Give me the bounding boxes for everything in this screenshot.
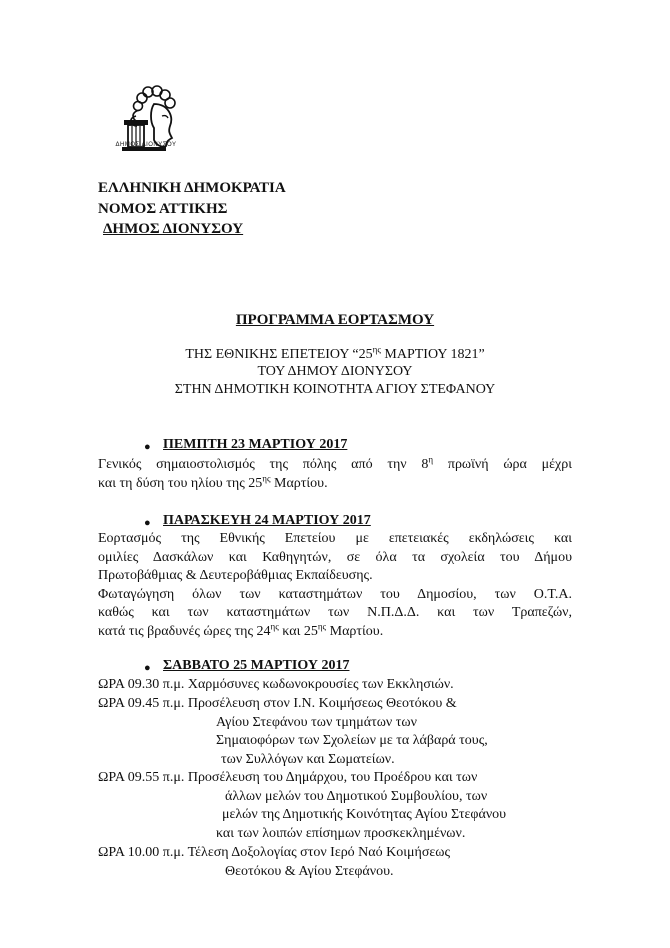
logo-caption: ΔΗΜΟΣ ΔΙΟΝΥΣΟΥ — [115, 142, 177, 148]
day1-text-line-1: Γενικός σημαιοστολισμός της πόλης από την $8^\eta$ πρωϊνή ώρα μέχρι — [98, 454, 572, 472]
subtitle-line-2: ΤΟΥ ΔΗΜΟΥ ΔΙΟΝΥΣΟΥ — [257, 364, 413, 379]
schedule-entry-0955: ΩΡΑ 09.55 π.μ. Προσέλευση του Δημάρχου, του Προέδρου και των — [98, 770, 478, 785]
schedule-entry-0945-cont: Σημαιοφόρων των Σχολείων με τα λάβαρά τους, — [216, 733, 488, 748]
day-heading-friday: ΠΑΡΑΣΚΕΥΗ 24 ΜΑΡΤΙΟΥ 2017 — [163, 513, 371, 528]
day1-text-line-2: και τη δύση του ηλίου της $25^{\eta\varsigma}$ Μαρτίου. — [98, 473, 328, 491]
header-prefecture: ΝΟΜΟΣ ΑΤΤΙΚΗΣ — [98, 201, 228, 217]
day2-text-line-2: ομιλίες Δασκάλων και Καθηγητών, σε όλα τα σχολεία του Δήμου — [98, 550, 572, 565]
day2-text-line-3: Πρωτοβάθμιας & Δευτεροβάθμιας Εκπαίδευσης. — [98, 568, 373, 583]
schedule-entry-1000: ΩΡΑ 10.00 π.μ. Τέλεση Δοξολογίας στον Ιερό Ναό Κοιμήσεως — [98, 845, 451, 860]
page-title: ΠΡΟΓΡΑΜΜΑ ΕΟΡΤΑΣΜΟΥ — [235, 312, 435, 328]
day2-text-line-6: κατά τις βραδυνές ώρες της $24^{\eta\varsigma}$ και $25^{\eta\varsigma}$ Μαρτίου. — [98, 621, 384, 639]
schedule-entry-0955-cont: μελών της Δημοτικής Κοινότητας Αγίου Στεφάνου — [222, 807, 507, 822]
day2-text-line-5: καθώς και των καταστημάτων των Ν.Π.Δ.Δ. και των Τραπεζών, — [98, 605, 572, 620]
subtitle-line-3: ΣΤΗΝ ΔΗΜΟΤΙΚΗ ΚΟΙΝΟΤΗΤΑ ΑΓΙΟΥ ΣΤΕΦΑΝΟΥ — [174, 382, 496, 397]
schedule-entry-0955-cont: άλλων μελών του Δημοτικού Συμβουλίου, των — [225, 789, 488, 804]
bullet-icon: ● — [144, 662, 151, 674]
schedule-entry-0955-cont: και των λοιπών επίσημων προσκεκλημένων. — [216, 826, 466, 841]
subtitle-line-1: ΤΗΣ ΕΘΝΙΚΗΣ ΕΠΕΤΕΙΟΥ “$25^{\eta\varsigma}$ ΜΑΡΤΙΟΥ 1821” — [185, 344, 485, 362]
header-country: ΕΛΛΗΝΙΚΗ ΔΗΜΟΚΡΑΤΙΑ — [98, 180, 286, 196]
bullet-icon: ● — [144, 517, 151, 529]
schedule-entry-0945: ΩΡΑ 09.45 π.μ. Προσέλευση στον Ι.Ν. Κοιμήσεως Θεοτόκου & — [98, 696, 457, 711]
day-heading-thursday: ΠΕΜΠΤΗ 23 ΜΑΡΤΙΟΥ 2017 — [163, 437, 348, 452]
schedule-entry-0945-cont: Αγίου Στεφάνου των τμημάτων των — [216, 715, 417, 730]
schedule-entry-0930: ΩΡΑ 09.30 π.μ. Χαρμόσυνες κωδωνοκρουσίες των Εκκλησιών. — [98, 677, 454, 692]
day2-text-line-1: Εορτασμός της Εθνικής Επετείου με επετειακές εκδηλώσεις και — [98, 531, 572, 546]
schedule-entry-1000-cont: Θεοτόκου & Αγίου Στεφάνου. — [225, 864, 394, 879]
day-heading-saturday: ΣΑΒΒΑΤΟ 25 ΜΑΡΤΙΟΥ 2017 — [163, 658, 350, 673]
schedule-entry-0945-cont: των Συλλόγων και Σωματείων. — [221, 752, 395, 767]
header-municipality: ΔΗΜΟΣ ΔΙΟΝΥΣΟΥ — [103, 221, 244, 237]
day2-text-line-4: Φωταγώγηση όλων των καταστημάτων του Δημοσίου, των Ο.Τ.Α. — [98, 587, 572, 602]
bullet-icon: ● — [144, 441, 151, 453]
